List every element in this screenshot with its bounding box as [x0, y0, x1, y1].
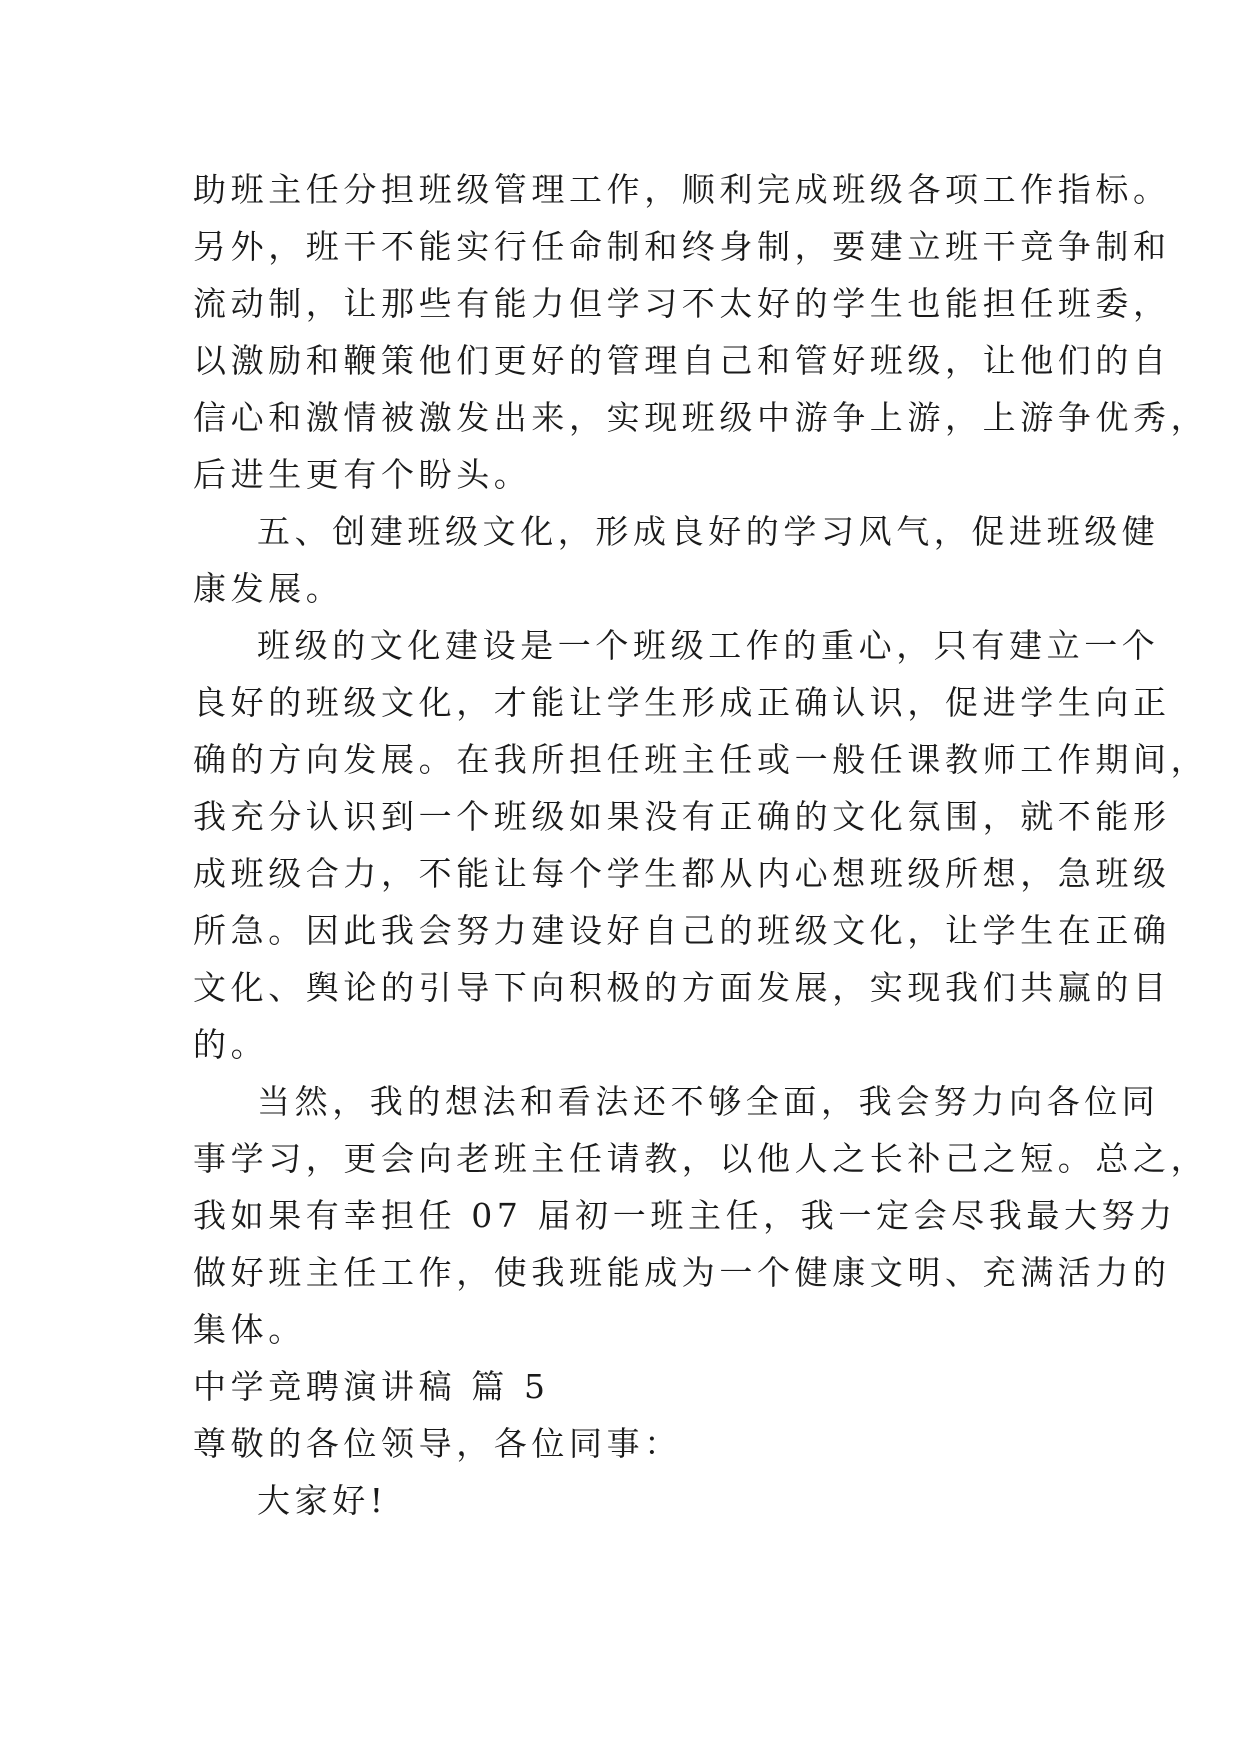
- text-line: 所急。因此我会努力建设好自己的班级文化，让学生在正确: [193, 911, 1171, 950]
- text-line: 康发展。: [193, 569, 344, 608]
- section-heading: 五、创建班级文化，形成良好的学习风气，促进班级健: [257, 512, 1160, 551]
- text-line: 信心和激情被激发出来，实现班级中游争上游，上游争优秀，: [193, 398, 1209, 437]
- text-line: 确的方向发展。在我所担任班主任或一般任课教师工作期间，: [193, 740, 1209, 779]
- text-line: 集体。: [193, 1310, 306, 1349]
- text-line: 我如果有幸担任 07 届初一班主任，我一定会尽我最大努力: [193, 1196, 1177, 1235]
- text-line: 成班级合力，不能让每个学生都从内心想班级所想，急班级: [193, 854, 1171, 893]
- article-title: 中学竞聘演讲稿 篇 5: [193, 1367, 550, 1406]
- text-line: 文化、舆论的引导下向积极的方面发展，实现我们共赢的目: [193, 968, 1171, 1007]
- text-line: 做好班主任工作，使我班能成为一个健康文明、充满活力的: [193, 1253, 1171, 1292]
- text-line: 另外，班干不能实行任命制和终身制，要建立班干竞争制和: [193, 227, 1171, 266]
- text-line: 的。: [193, 1025, 269, 1064]
- paragraph-first-line: 当然，我的想法和看法还不够全面，我会努力向各位同: [257, 1082, 1160, 1121]
- text-line: 事学习，更会向老班主任请教，以他人之长补己之短。总之，: [193, 1139, 1209, 1178]
- text-line: 后进生更有个盼头。: [193, 455, 532, 494]
- paragraph-first-line: 班级的文化建设是一个班级工作的重心，只有建立一个: [257, 626, 1160, 665]
- greeting: 大家好!: [257, 1481, 388, 1520]
- text-line: 良好的班级文化，才能让学生形成正确认识，促进学生向正: [193, 683, 1171, 722]
- text-line: 我充分认识到一个班级如果没有正确的文化氛围，就不能形: [193, 797, 1171, 836]
- text-line: 助班主任分担班级管理工作，顺利完成班级各项工作指标。: [193, 170, 1171, 209]
- text-line: 以激励和鞭策他们更好的管理自己和管好班级，让他们的自: [193, 341, 1171, 380]
- text-line: 流动制，让那些有能力但学习不太好的学生也能担任班委，: [193, 284, 1171, 323]
- salutation: 尊敬的各位领导，各位同事：: [193, 1424, 682, 1463]
